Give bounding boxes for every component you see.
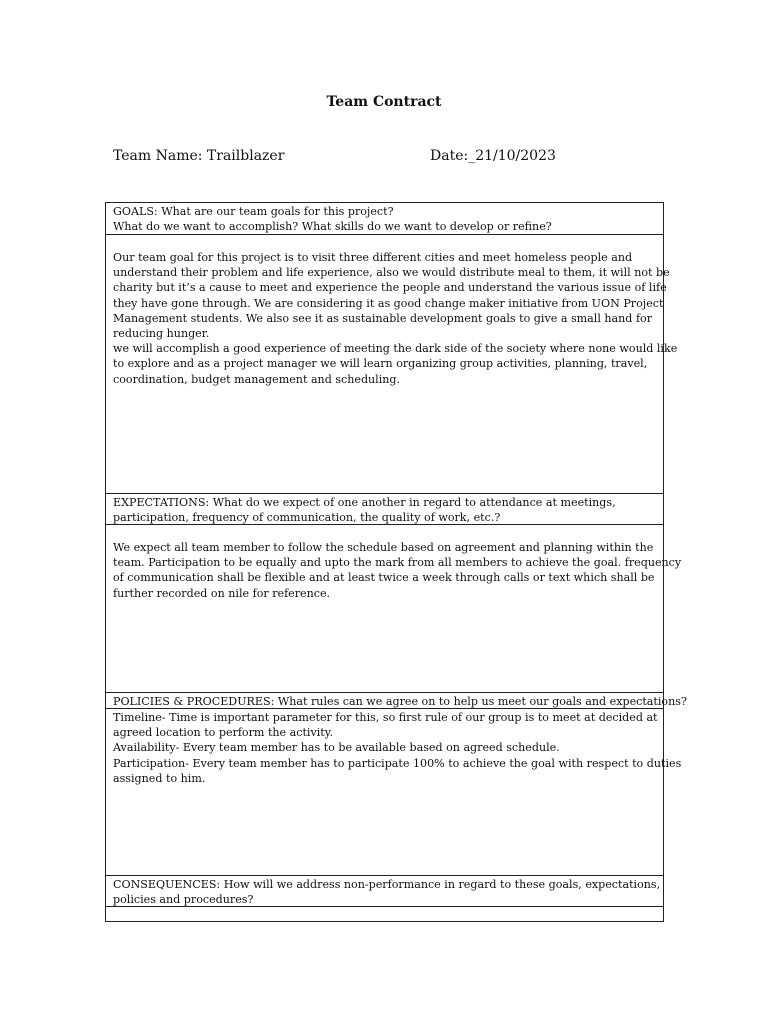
text-line: we will accomplish a good experience of meeting the dark side of the society where none would like: [113, 342, 678, 356]
text-line: to explore and as a project manager we will learn organizing group activities, planning, travel,: [113, 357, 648, 371]
text-line: Timeline- Time is important parameter for this, so first rule of our group is to meet at decided at: [113, 711, 658, 724]
policies-body: [106, 708, 682, 875]
text-line: reducing hunger.: [113, 327, 210, 341]
team-name: Team Name: Trailblazer: [113, 148, 285, 164]
expectations-header: [106, 493, 663, 524]
text-line: team. Participation to be equally and upto the mark from all members to achieve the goal. frequency: [113, 556, 682, 570]
consequences-body: [106, 906, 663, 921]
text-line: coordination, budget management and scheduling.: [113, 372, 401, 386]
text-line: POLICIES & PROCEDURES: What rules can we agree on to help us meet our goals and expectations?: [113, 695, 687, 708]
contract-date: Date:_21/10/2023: [430, 148, 556, 164]
page-title: Team Contract: [326, 94, 442, 110]
text-line: We expect all team member to follow the schedule based on agreement and planning within the: [113, 541, 654, 554]
text-line: participation, frequency of communication, the quality of work, etc.?: [113, 511, 501, 525]
text-line: understand their problem and life experience, also we would distribute meal to them, it will not be: [113, 266, 670, 280]
expectations-body: [106, 524, 682, 692]
consequences-header: [106, 875, 663, 906]
text-line: EXPECTATIONS: What do we expect of one another in regard to attendance at meetings,: [113, 496, 616, 509]
text-line: assigned to him.: [113, 771, 206, 785]
text-line: Management students. We also see it as sustainable development goals to give a small hand for: [113, 311, 653, 325]
text-line: charity but it’s a cause to meet and experience the people and understand the various issue of life: [113, 281, 667, 295]
text-line: policies and procedures?: [113, 893, 254, 907]
text-line: CONSEQUENCES: How will we address non-performance in regard to these goals, expectations,: [113, 878, 661, 891]
text-line: Our team goal for this project is to visit three different cities and meet homeless people and: [113, 251, 633, 264]
contract-table: [105, 202, 687, 922]
goals-header: [106, 203, 663, 234]
text-line: they have gone through. We are considering it as good change maker initiative from UON Project: [113, 296, 664, 310]
text-line: GOALS: What are our team goals for this project?: [113, 205, 394, 218]
goals-body: [106, 234, 678, 493]
text-line: What do we want to accomplish? What skills do we want to develop or refine?: [113, 220, 552, 234]
text-line: of communication shall be flexible and at least twice a week through calls or text which shall be: [113, 571, 655, 585]
policies-header: [106, 692, 687, 708]
text-line: further recorded on nile for reference.: [113, 586, 331, 600]
text-line: Participation- Every team member has to participate 100% to achieve the goal with respect to duties: [113, 756, 682, 770]
text-line: agreed location to perform the activity.: [113, 726, 334, 740]
text-line: Availability- Every team member has to be available based on agreed schedule.: [113, 741, 560, 755]
